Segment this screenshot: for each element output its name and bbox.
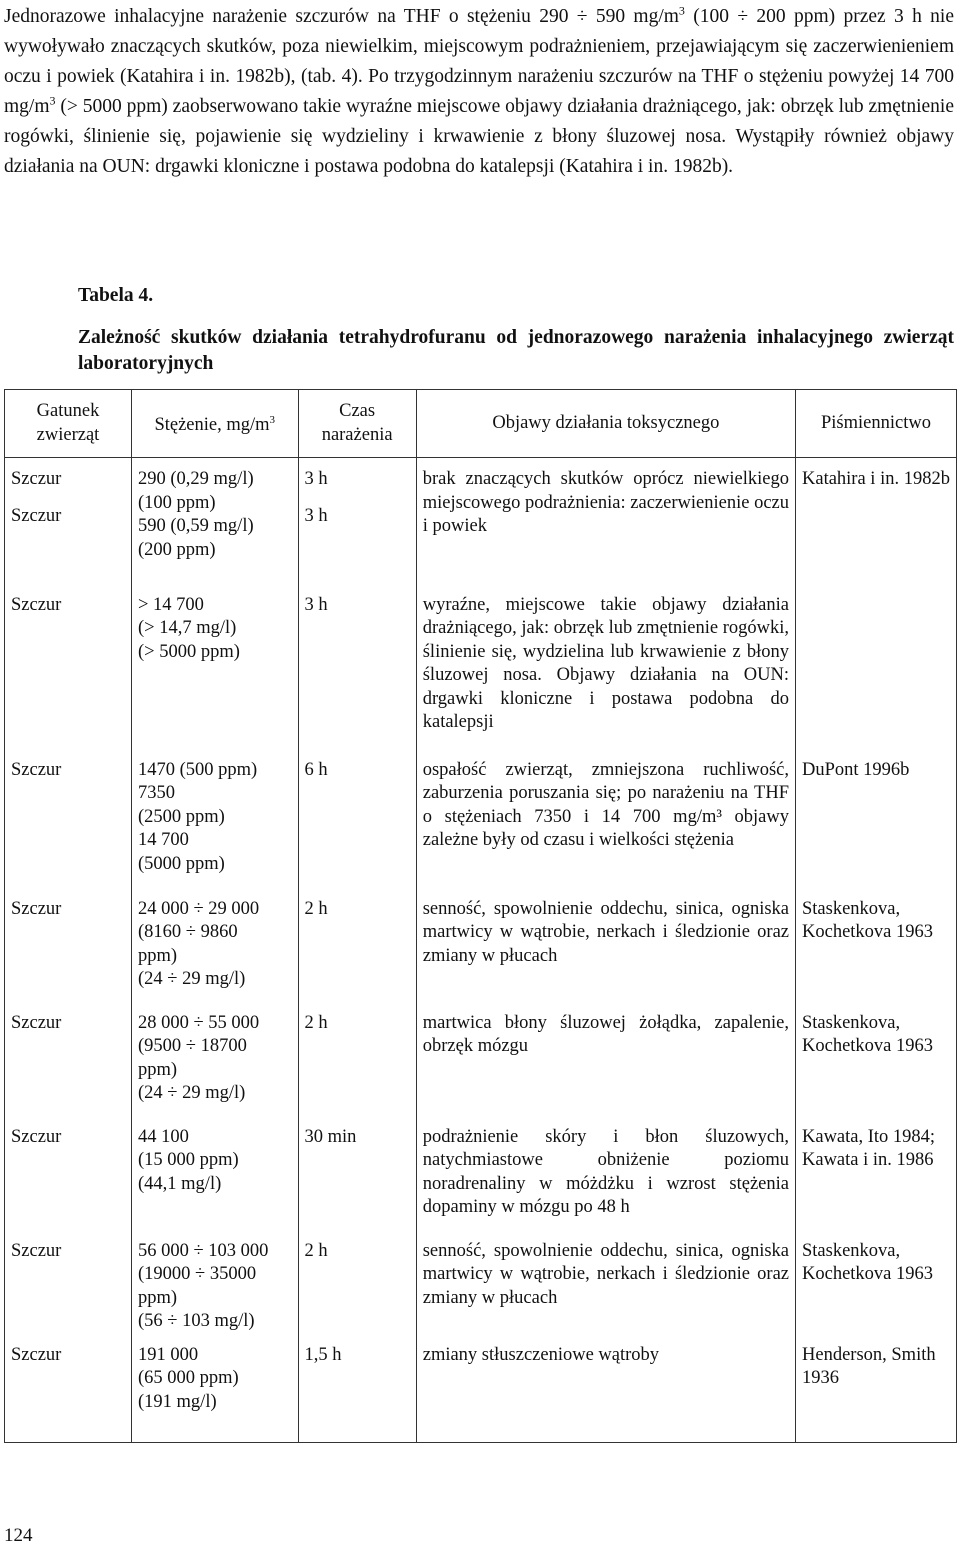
table-row (5, 458, 957, 584)
species-line: Szczur (11, 1012, 62, 1033)
concentration-line: 44 100 (138, 1126, 189, 1147)
cell-species (5, 749, 132, 888)
intro-paragraph (4, 2, 954, 182)
intro-text-1: Jednorazowe inhalacyjne narażenie szczurów na THF o stężeniu 290 ÷ 590 mg/m (4, 6, 679, 27)
species-line: Szczur (11, 1240, 62, 1261)
cell-concentration (132, 1334, 299, 1443)
table-row (5, 1116, 957, 1230)
cell-references (796, 1334, 957, 1443)
cell-species (5, 584, 132, 749)
concentration-line: (44,1 mg/l) (138, 1173, 222, 1194)
concentration-line: 590 (0,59 mg/l) (138, 516, 254, 536)
concentration-line: 14 700 (138, 830, 189, 850)
concentration-line: (100 ppm) (138, 492, 216, 513)
concentration-line: (2500 ppm) (138, 806, 225, 827)
time-line: 3 h (304, 506, 328, 526)
cell-species (5, 1002, 132, 1116)
cell-effects (416, 584, 795, 749)
concentration-line: 7350 (138, 783, 175, 803)
table-title: Zależność skutków działania tetrahydrofuranu od jednorazowego narażenia inhalacyjnego zwierząt laboratoryjnych (78, 327, 954, 374)
cell-effects (416, 1230, 795, 1334)
cell-species (5, 1116, 132, 1230)
concentration-line: (9500 ÷ 18700 (138, 1036, 247, 1056)
concentration-line: > 14 700 (138, 594, 204, 615)
effects-text: senność, spowolnienie oddechu, sinica, ogniska martwicy w wątrobie, nerkach i śledzionie oraz zmiany w płucach (422, 898, 789, 966)
table-row (5, 749, 957, 888)
references-text: Henderson, Smith 1936 (802, 1344, 936, 1388)
header-species: Gatunek zwierząt (5, 390, 132, 458)
cell-gap (305, 492, 410, 506)
cell-time (298, 1116, 416, 1230)
concentration-line: (24 ÷ 29 mg/l) (138, 969, 246, 989)
species-line: Szczur (11, 506, 62, 526)
cell-time (298, 749, 416, 888)
concentration-line: (8160 ÷ 9860 (138, 922, 238, 942)
cell-concentration (132, 458, 299, 584)
time-line: 3 h (304, 594, 328, 615)
header-references: Piśmiennictwo (796, 390, 957, 458)
time-line: 2 h (304, 1240, 328, 1261)
table-row (5, 1230, 957, 1334)
concentration-line: (65 000 ppm) (138, 1368, 239, 1388)
concentration-line: ppm) (138, 1287, 178, 1308)
time-line: 30 min (304, 1126, 357, 1147)
header-concentration (132, 390, 299, 458)
effects-text: ospałość zwierząt, zmniejszona ruchliwość, zaburzenia poruszania się; po narażeniu na THF o stężeniach 7350 i 14 700 mg/m³ objawy zależne były od czasu i wielkości stężenia (422, 759, 789, 850)
table-row (5, 1334, 957, 1443)
intro-text-2: (100 ÷ 200 ppm) przez 3 h nie wywoływało znaczących skutków, poza niewielkim, miejscowym podrażnieniem, przejawiającym się zaczerwienieniem oczu i powiek (Katahira i in. 1982b), (tab. 4). Po trzygodzinnym narażeniu szczurów na THF o stężeniu powyżej 14 700 mg/m (4, 6, 955, 117)
species-line: Szczur (11, 759, 62, 780)
table-container (4, 389, 957, 1442)
time-line: 6 h (304, 759, 328, 780)
concentration-line: (191 mg/l) (138, 1391, 217, 1412)
cell-effects (416, 1002, 795, 1116)
concentration-line: (24 ÷ 29 mg/l) (138, 1083, 246, 1103)
species-line: Szczur (11, 594, 62, 615)
table-row (5, 888, 957, 1002)
species-line: Szczur (11, 898, 62, 919)
cell-time (298, 888, 416, 1002)
species-line: Szczur (11, 1344, 62, 1365)
references-text: Kawata, Ito 1984; Kawata i in. 1986 (802, 1126, 936, 1170)
intro-sup-2: 3 (49, 93, 56, 108)
effects-text: wyraźne, miejscowe takie objawy działania drażniącego, jak: obrzęk lub zmętnienie rogówki, ślinienie się, wydzielina lub krwawienie z błony śluzowej nosa. Objawy działania na OUN: drgawki kloniczne i postawa podobna do katalepsji (422, 594, 789, 732)
table-row (5, 584, 957, 749)
references-text: Katahira i in. 1982b (802, 469, 950, 489)
effects-text: senność, spowolnienie oddechu, sinica, ogniska martwicy w wątrobie, nerkach i śledzionie oraz zmiany w płucach (422, 1240, 789, 1308)
cell-references (796, 584, 957, 749)
intro-sup-1: 3 (678, 3, 685, 18)
time-line: 2 h (304, 898, 328, 919)
concentration-line: 290 (0,29 mg/l) (138, 469, 254, 489)
cell-species (5, 1334, 132, 1443)
cell-time (298, 1002, 416, 1116)
concentration-line: (56 ÷ 103 mg/l) (138, 1311, 255, 1331)
cell-time (298, 584, 416, 749)
header-concentration-sup: 3 (269, 414, 276, 427)
species-line: Szczur (11, 469, 62, 489)
concentration-line: (200 ppm) (138, 539, 216, 560)
concentration-line: (> 14,7 mg/l) (138, 618, 237, 638)
references-text: Staskenkova, Kochetkova 1963 (802, 1012, 934, 1056)
cell-concentration (132, 1002, 299, 1116)
cell-references (796, 1116, 957, 1230)
effects-text: podrażnienie skóry i błon śluzowych, natychmiastowe obniżenie poziomu noradrenaliny w móżdżku i wzrost stężenia dopaminy w mózgu po 48 h (422, 1126, 789, 1217)
cell-concentration (132, 1230, 299, 1334)
cell-references (796, 749, 957, 888)
time-line: 1,5 h (304, 1344, 342, 1365)
cell-effects (416, 749, 795, 888)
species-line: Szczur (11, 1126, 62, 1147)
references-text: Staskenkova, Kochetkova 1963 (802, 898, 934, 942)
cell-species (5, 1230, 132, 1334)
table-header-row (5, 390, 957, 458)
header-time: Czas narażenia (298, 390, 416, 458)
table-body (5, 458, 957, 1443)
cell-effects (416, 1334, 795, 1443)
concentration-line: ppm) (138, 945, 178, 966)
concentration-line: 28 000 ÷ 55 000 (138, 1012, 260, 1033)
cell-effects (416, 458, 795, 584)
cell-references (796, 1230, 957, 1334)
concentration-line: (> 5000 ppm) (138, 641, 240, 662)
concentration-line: 191 000 (138, 1344, 199, 1365)
concentration-line: ppm) (138, 1059, 178, 1080)
cell-effects (416, 1116, 795, 1230)
concentration-line: 1470 (500 ppm) (138, 759, 258, 780)
effects-text: martwica błony śluzowej żołądka, zapalenie, obrzęk mózgu (422, 1012, 789, 1056)
effects-text: zmiany stłuszczeniowe wątroby (422, 1344, 660, 1365)
cell-time (298, 458, 416, 584)
concentration-line: (15 000 ppm) (138, 1150, 239, 1170)
cell-time (298, 1230, 416, 1334)
intro-text-3: (> 5000 ppm) zaobserwowano takie wyraźne miejscowe objawy działania drażniącego, jak: obrzęk lub zmętnienie rogówki, ślinienie się, pojawienie się wydzieliny i krwawienie z błony śluzowej nosa. Wystąpiły również objawy działania na OUN: drgawki kloniczne i postawa podobna do katalepsji (Katahira i in. 1982b). (4, 96, 954, 177)
header-effects: Objawy działania toksycznego (416, 390, 795, 458)
time-line: 3 h (304, 469, 328, 489)
references-text: Staskenkova, Kochetkova 1963 (802, 1240, 934, 1284)
cell-concentration (132, 749, 299, 888)
cell-references (796, 1002, 957, 1116)
table-number: Tabela 4. (78, 285, 154, 306)
time-line: 2 h (304, 1012, 328, 1033)
concentration-line: 24 000 ÷ 29 000 (138, 898, 260, 919)
cell-gap (11, 492, 125, 506)
toxicity-table (4, 389, 957, 1443)
cell-time (298, 1334, 416, 1443)
effects-text: brak znaczących skutków oprócz niewielkiego miejscowego podrażnienia: zaczerwienienie oczu i powiek (422, 469, 789, 536)
cell-effects (416, 888, 795, 1002)
cell-concentration (132, 584, 299, 749)
concentration-line: 56 000 ÷ 103 000 (138, 1240, 269, 1261)
references-text: DuPont 1996b (802, 759, 910, 780)
cell-references (796, 458, 957, 584)
concentration-line: (5000 ppm) (138, 853, 225, 874)
page-number: 124 (4, 1525, 33, 1546)
cell-concentration (132, 1116, 299, 1230)
cell-species (5, 458, 132, 584)
concentration-line: (19000 ÷ 35000 (138, 1264, 257, 1284)
cell-concentration (132, 888, 299, 1002)
table-row (5, 1002, 957, 1116)
header-concentration-text: Stężenie, mg/m (154, 415, 270, 436)
cell-references (796, 888, 957, 1002)
cell-species (5, 888, 132, 1002)
